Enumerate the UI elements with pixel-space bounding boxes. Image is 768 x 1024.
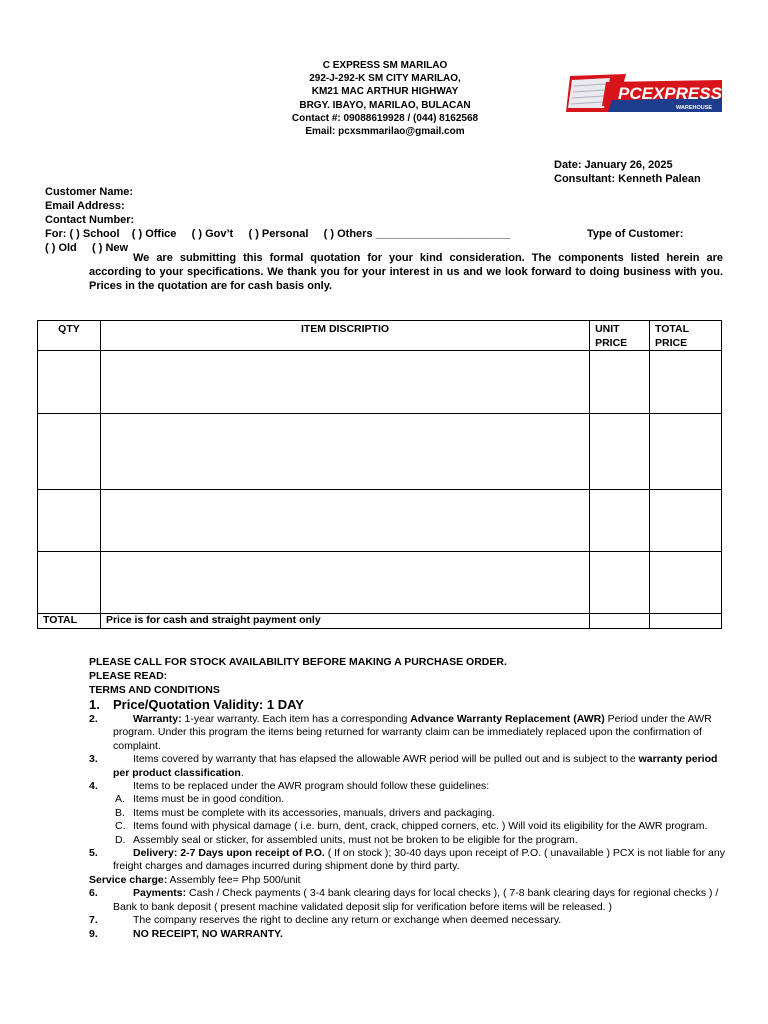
table-row xyxy=(38,414,722,490)
item-description-header: ITEM DISCRIPTIO xyxy=(100,321,589,351)
customer-for-row xyxy=(45,227,725,241)
item-cell[interactable] xyxy=(100,414,589,490)
term-bold-text: warranty period per product classification xyxy=(113,753,718,779)
term-text: Items covered by warranty that has elapsed the allowable AWR period will be pulled out and is subject to the xyxy=(133,753,639,766)
term-text: Items to be replaced under the AWR program should follow these guidelines: xyxy=(133,780,490,793)
total-note: Price is for cash and straight payment only xyxy=(100,614,589,629)
unit-price-cell[interactable] xyxy=(590,351,650,414)
table-row xyxy=(38,490,722,552)
term-1 xyxy=(89,697,725,713)
term-number: 4. xyxy=(89,780,98,793)
term-text: Price/Quotation Validity: 1 DAY xyxy=(113,697,304,712)
total-price-cell[interactable] xyxy=(650,552,722,614)
logo-sub-text: WAREHOUSE xyxy=(676,105,713,111)
store-contact: Contact #: 09088619928 / (044) 8162568 xyxy=(291,112,479,124)
qty-cell[interactable] xyxy=(38,552,101,614)
sub-text: Assembly seal or sticker, for assembled units, must not be broken to be eligible for the program. xyxy=(133,833,578,846)
table-header-row xyxy=(38,321,722,351)
total-label: TOTAL xyxy=(38,614,101,629)
term-number: 1. xyxy=(89,697,100,712)
unit-price-header: UNIT PRICE xyxy=(590,321,650,351)
store-address-line-3: BRGY. IBAYO, MARILAO, BULACAN xyxy=(299,99,471,111)
table-row xyxy=(38,351,722,414)
store-address-line-2: KM21 MAC ARTHUR HIGHWAY xyxy=(311,86,459,98)
unit-price-cell[interactable] xyxy=(590,552,650,614)
quote-meta xyxy=(554,158,701,186)
total-amount-cell[interactable] xyxy=(650,614,722,629)
term-4 xyxy=(89,780,725,793)
stock-call-note: PLEASE CALL FOR STOCK AVAILABILITY BEFORE MAKING A PURCHASE ORDER. xyxy=(89,656,507,668)
term-text: Period under the AWR program. Under this program the items being returned for warranty claim can be immediately replaced upon the confirmation of complaint. xyxy=(113,713,712,752)
service-charge-text: Assembly fee= Php 500/unit xyxy=(167,873,301,886)
service-charge-label: Service charge: xyxy=(89,873,168,886)
term-text: . xyxy=(240,766,244,779)
item-cell[interactable] xyxy=(100,552,589,614)
term-text: 1-year warranty. Each item has a corresponding xyxy=(181,713,411,725)
item-cell[interactable] xyxy=(100,490,589,552)
qty-cell[interactable] xyxy=(38,490,101,552)
term-text: ( If on stock ); 30-40 days upon receipt of P.O. ( unavailable ) PCX is not liable for any freight charges and damages incurred during shipment done by third party. xyxy=(113,847,725,873)
quote-date: Date: January 26, 2025 xyxy=(554,159,673,171)
purchase-notes xyxy=(89,655,507,697)
term-title: Warranty: xyxy=(133,713,182,725)
term-number: 7. xyxy=(89,914,98,927)
term-title: Payments: xyxy=(133,887,187,900)
term-4-sub-c xyxy=(89,820,725,833)
total-price-cell[interactable] xyxy=(650,490,722,552)
sub-letter: B. xyxy=(115,806,125,819)
term-text: NO RECEIPT, NO WARRANTY. xyxy=(133,927,283,940)
term-3 xyxy=(89,753,725,780)
please-read-note: PLEASE READ: xyxy=(89,670,168,682)
customer-type-label: Type of Customer: xyxy=(587,228,684,240)
customer-name-label: Customer Name: xyxy=(45,186,134,198)
customer-email-label: Email Address: xyxy=(45,200,125,212)
sub-letter: D. xyxy=(115,833,126,846)
item-cell[interactable] xyxy=(100,351,589,414)
term-bold-text: Advance Warranty Replacement (AWR) xyxy=(410,713,605,725)
logo-brand-text: PCEXPRESS xyxy=(618,84,722,103)
unit-price-cell[interactable] xyxy=(590,414,650,490)
term-number: 9. xyxy=(89,927,98,940)
term-4-sub-d xyxy=(89,834,725,847)
sub-text: Items must be in good condition. xyxy=(133,793,285,806)
term-6 xyxy=(89,887,725,914)
terms-heading: TERMS AND CONDITIONS xyxy=(89,684,220,696)
customer-for-options: For: ( ) School ( ) Office ( ) Gov’t ( ) Personal ( ) Others ______________________ xyxy=(45,228,511,240)
term-title: Delivery: 2-7 Days upon receipt of P.O. xyxy=(133,847,325,860)
term-4-sub-a xyxy=(89,793,725,806)
qty-cell[interactable] xyxy=(38,414,101,490)
term-text: The company reserves the right to decline any return or exchange when deemed necessary. xyxy=(133,914,562,927)
qty-cell[interactable] xyxy=(38,351,101,414)
pcexpress-logo xyxy=(566,72,724,114)
customer-info xyxy=(45,185,725,255)
term-7 xyxy=(89,914,725,927)
store-name: C EXPRESS SM MARILAO xyxy=(322,60,448,71)
quotation-table xyxy=(37,320,722,629)
intro-text: We are submitting this formal quotation for your kind consideration. The components listed herein are according to your specifications. We thank you for your interest in us and we look forward to doing business with you. Prices in the quotation are for cash basis only. xyxy=(89,252,723,292)
term-2 xyxy=(89,713,725,753)
table-row xyxy=(38,552,722,614)
sub-text: Items found with physical damage ( i.e. burn, dent, crack, chipped corners, etc. ) Will void its eligibility for the AWR program. xyxy=(133,820,708,833)
total-unit-cell[interactable] xyxy=(590,614,650,629)
term-number: 5. xyxy=(89,847,98,860)
sub-letter: C. xyxy=(115,820,126,833)
store-address-line-1: 292-J-292-K SM CITY MARILAO, xyxy=(309,73,461,85)
store-email: Email: pcxsmmarilao@gmail.com xyxy=(305,126,465,138)
unit-price-cell[interactable] xyxy=(590,490,650,552)
term-number: 6. xyxy=(89,887,98,900)
service-charge xyxy=(89,874,725,887)
quote-consultant: Consultant: Kenneth Palean xyxy=(554,173,701,185)
term-number: 2. xyxy=(89,713,98,725)
qty-header: QTY xyxy=(38,321,101,351)
total-price-cell[interactable] xyxy=(650,414,722,490)
customer-old-new: ( ) Old ( ) New xyxy=(45,242,129,254)
term-text: Cash / Check payments ( 3-4 bank clearing days for local checks ), ( 7-8 bank clearing days for regional checks ) / Bank to bank deposit ( present machine validated deposit slip for verification before items will be released. ) xyxy=(113,887,719,913)
sub-letter: A. xyxy=(115,793,125,806)
customer-contact-label: Contact Number: xyxy=(45,214,135,226)
term-9 xyxy=(89,928,725,941)
store-header xyxy=(180,59,590,138)
term-4-sub-b xyxy=(89,807,725,820)
term-number: 3. xyxy=(89,753,98,766)
terms-and-conditions xyxy=(89,697,725,941)
total-price-cell[interactable] xyxy=(650,351,722,414)
total-price-header: TOTAL PRICE xyxy=(650,321,722,351)
term-5 xyxy=(89,847,725,874)
intro-paragraph xyxy=(89,251,723,293)
sub-text: Items must be complete with its accessories, manuals, drivers and packaging. xyxy=(133,806,495,819)
table-total-row xyxy=(38,614,722,629)
